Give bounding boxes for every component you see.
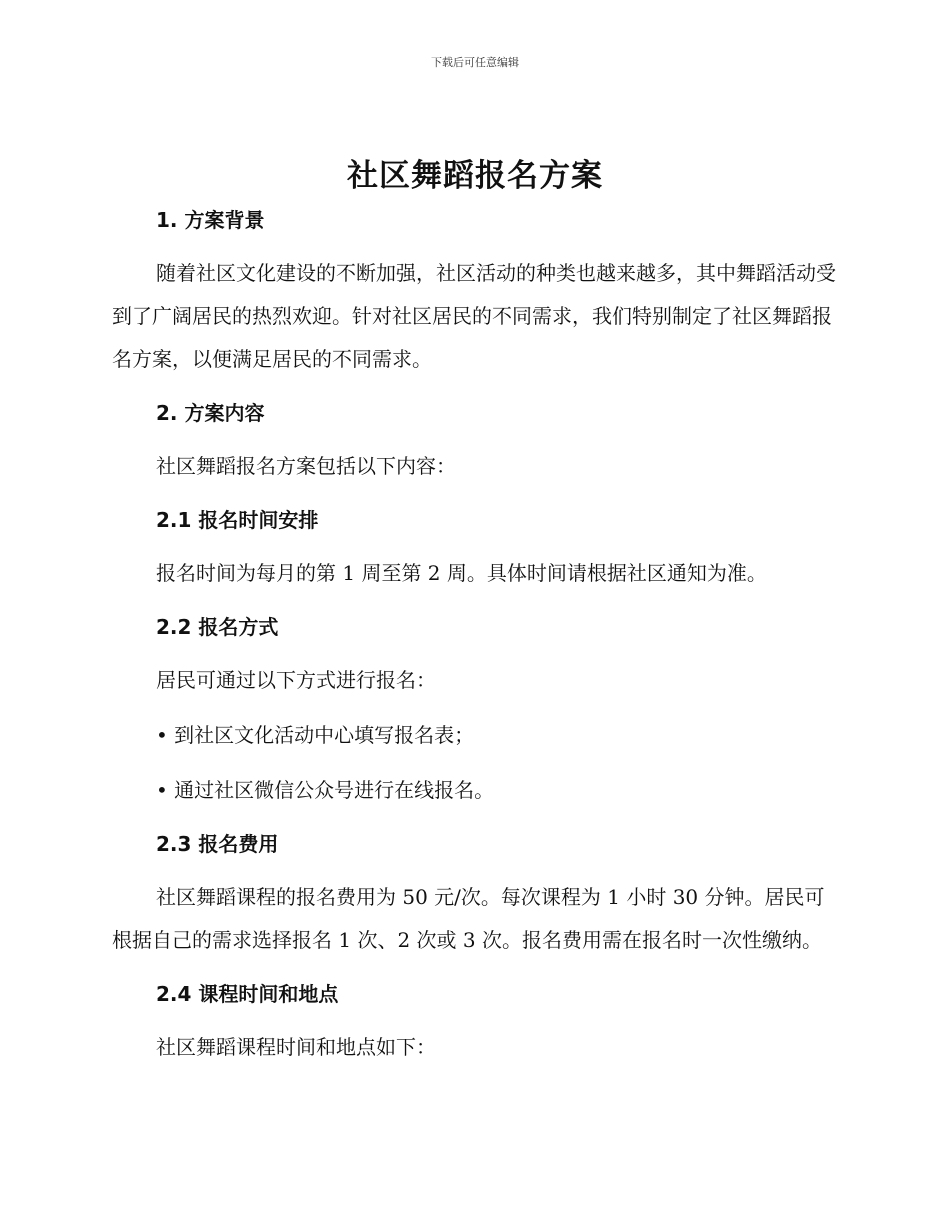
subsection-paragraph-fee: 社区舞蹈课程的报名费用为 50 元/次。每次课程为 1 小时 30 分钟。居民可根据自己的需求选择报名 1 次、2 次或 3 次。报名费用需在报名时一次性缴纳。 <box>112 885 825 952</box>
subsection-paragraph-schedule: 报名时间为每月的第 1 周至第 2 周。具体时间请根据社区通知为准。 <box>156 561 767 585</box>
subsection-heading-fee: 2.3 报名费用 <box>156 832 279 856</box>
page-title: 社区舞蹈报名方案 <box>347 158 603 194</box>
section-heading-content: 2. 方案内容 <box>156 401 265 425</box>
subsection-heading-schedule: 2.1 报名时间安排 <box>156 508 319 532</box>
document-body <box>112 200 842 1069</box>
list-item: • 到社区文化活动中心填写报名表； <box>156 723 475 747</box>
subsection-heading-time-location: 2.4 课程时间和地点 <box>156 982 339 1006</box>
subsection-paragraph-method: 居民可通过以下方式进行报名： <box>156 668 436 692</box>
header-note: 下载后可任意编辑 <box>431 56 519 69</box>
list-item: • 通过社区微信公众号进行在线报名。 <box>156 778 495 802</box>
section-paragraph-background: 随着社区文化建设的不断加强，社区活动的种类也越来越多，其中舞蹈活动受到了广阔居民的热烈欢迎。针对社区居民的不同需求，我们特别制定了社区舞蹈报名方案，以便满足居民的不同需求。 <box>112 261 836 371</box>
section-heading-background: 1. 方案背景 <box>156 208 265 232</box>
section-paragraph-content: 社区舞蹈报名方案包括以下内容： <box>156 454 456 478</box>
subsection-paragraph-time-location: 社区舞蹈课程时间和地点如下： <box>156 1035 436 1059</box>
subsection-heading-method: 2.2 报名方式 <box>156 615 279 639</box>
